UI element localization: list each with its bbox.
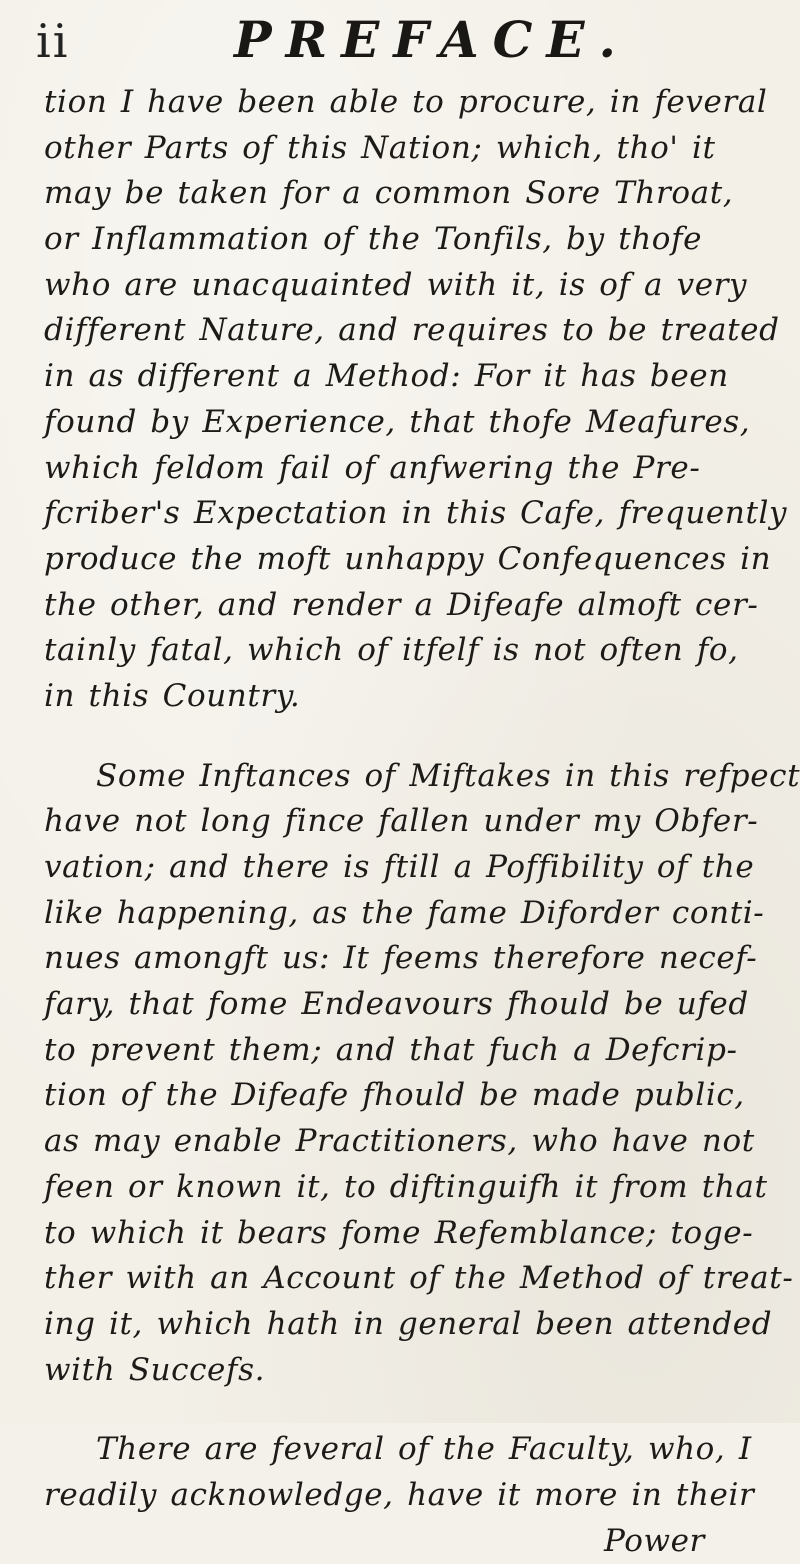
text-line: tainly fatal, which of itfelf is not often fo, xyxy=(44,632,739,669)
text-line: may be taken for a common Sore Throat, xyxy=(44,175,734,212)
text-line: produce the moft unhappy Confequences in xyxy=(44,540,772,577)
text-line: as may enable Practitioners, who have not xyxy=(44,1123,755,1160)
text-line: have not long fince fallen under my Obfer- xyxy=(44,803,759,840)
paragraph-2 xyxy=(44,754,800,1394)
page-header xyxy=(36,6,760,76)
text-line: fary, that fome Endeavours fhould be ufed xyxy=(44,986,749,1023)
text-line: with Succefs. xyxy=(44,1351,266,1388)
text-line: who are unacquainted with it, is of a very xyxy=(44,266,748,303)
text-line: to which it bears fome Refemblance; toge- xyxy=(44,1214,754,1251)
paragraph-gap xyxy=(44,720,774,754)
text-line: which feldom fail of anfwering the Pre- xyxy=(44,449,701,486)
text-line: or Inflammation of the Tonfils, by thofe xyxy=(44,221,703,258)
paragraph-1 xyxy=(44,80,788,720)
text-line: found by Experience, that thofe Meafures, xyxy=(44,403,751,440)
text-line: There are feveral of the Faculty, who, I xyxy=(96,1431,752,1468)
text-line: Some Inftances of Miftakes in this refpect xyxy=(96,757,800,794)
text-line: ther with an Account of the Method of treat- xyxy=(44,1260,794,1297)
text-line: readily acknowledge, have it more in their xyxy=(44,1476,755,1513)
text-line: like happening, as the fame Diforder conti- xyxy=(44,894,765,931)
text-line: nues amongft us: It feems therefore necef- xyxy=(44,940,758,977)
text-line: fcriber's Expectation in this Cafe, frequently xyxy=(44,495,788,532)
text-line: in this Country. xyxy=(44,677,301,714)
text-line: to prevent them; and that fuch a Defcrip- xyxy=(44,1031,738,1068)
paragraph-gap xyxy=(44,1393,774,1427)
catchword: Power xyxy=(604,1522,705,1559)
text-line: ing it, which hath in general been attended xyxy=(44,1305,773,1342)
text-line: different Nature, and requires to be treated xyxy=(44,312,780,349)
text-line: tion I have been able to procure, in feveral xyxy=(44,84,768,120)
text-line: feen or known it, to diftinguifh it from that xyxy=(44,1168,768,1205)
page-number: ii xyxy=(36,14,70,68)
text-line: the other, and render a Difeafe almoft cer- xyxy=(44,586,759,623)
text-line: in as different a Method: For it has been xyxy=(44,358,729,395)
body-text xyxy=(44,80,800,1564)
running-head: PREFACE. xyxy=(234,10,630,69)
paragraph-3 xyxy=(44,1427,774,1564)
text-line: tion of the Difeafe fhould be made public, xyxy=(44,1077,745,1114)
text-line: vation; and there is ftill a Poffibility of the xyxy=(44,849,755,885)
text-line: other Parts of this Nation; which, tho' it xyxy=(44,129,716,166)
